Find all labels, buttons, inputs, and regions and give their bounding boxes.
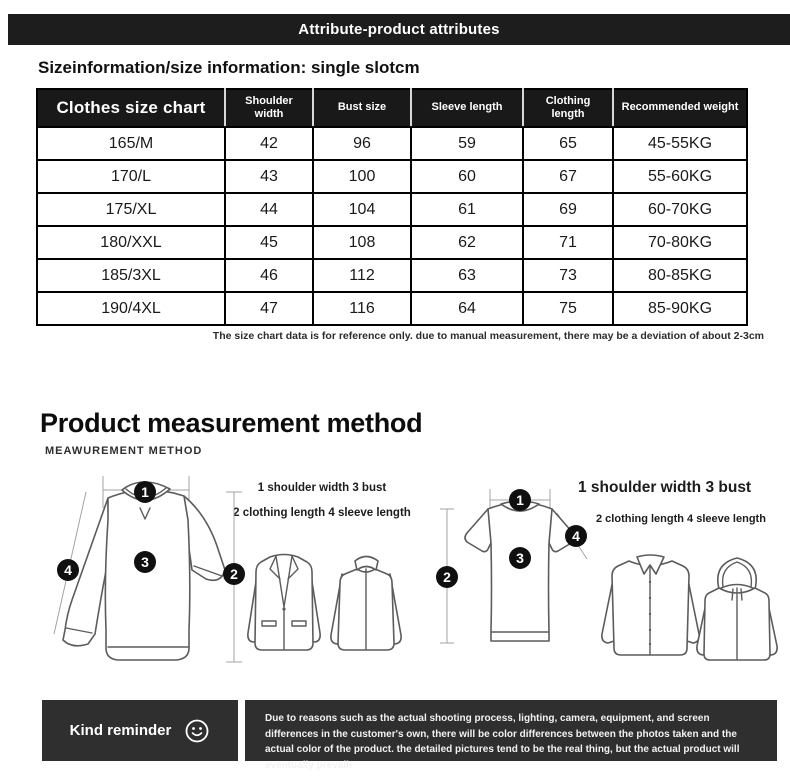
column-header-bust-size: Bust size xyxy=(313,89,411,127)
cell-size: 175/XL xyxy=(37,193,225,226)
shirt-illustration xyxy=(598,548,703,666)
cell-size: 170/L xyxy=(37,160,225,193)
sweatshirt-measurement-diagram xyxy=(45,462,245,680)
cell-length: 75 xyxy=(523,292,613,325)
cell-weight: 85-90KG xyxy=(613,292,747,325)
kind-reminder-label: Kind reminder xyxy=(69,722,172,739)
measurement-method-subtitle: MEAWUREMENT METHOD xyxy=(45,445,203,457)
marker-bust: 3 xyxy=(509,547,531,569)
cell-bust: 96 xyxy=(313,127,411,160)
cell-sleeve: 64 xyxy=(411,292,523,325)
cell-sleeve: 62 xyxy=(411,226,523,259)
attributes-header-title: Attribute-product attributes xyxy=(298,21,500,38)
cell-weight: 55-60KG xyxy=(613,160,747,193)
cell-shoulder: 43 xyxy=(225,160,313,193)
table-row xyxy=(37,226,747,259)
legend-left-shoulder-bust: 1 shoulder width 3 bust xyxy=(257,482,387,494)
marker-sleeve-length: 4 xyxy=(565,525,587,547)
column-header-shoulder-width: Shoulder width xyxy=(225,89,313,127)
color-disclaimer-text: Due to reasons such as the actual shooting process, lighting, camera, equipment, and screen differences in the customer's own, there will be color differences between the photos taken and the actual color of the product. the detailed pictures tend to be the real thing, but the actual product will eventually prevail! xyxy=(265,713,740,771)
size-info-heading: Sizeinformation/size information: single slotcm xyxy=(38,58,420,77)
tshirt-measurement-diagram xyxy=(430,473,600,658)
size-chart-note: The size chart data is for reference only. due to manual measurement, there may be a deviation of about 2-3cm xyxy=(212,330,764,342)
smiley-icon xyxy=(184,718,210,744)
color-disclaimer-box xyxy=(245,700,777,771)
shirt-figure xyxy=(598,548,703,666)
cell-shoulder: 45 xyxy=(225,226,313,259)
table-header-row xyxy=(37,89,747,127)
table-row xyxy=(37,292,747,325)
cell-length: 71 xyxy=(523,226,613,259)
cell-weight: 80-85KG xyxy=(613,259,747,292)
cell-length: 65 xyxy=(523,127,613,160)
column-header-clothing-length: Clothing length xyxy=(523,89,613,127)
cell-bust: 100 xyxy=(313,160,411,193)
cell-weight: 70-80KG xyxy=(613,226,747,259)
cell-shoulder: 47 xyxy=(225,292,313,325)
cell-sleeve: 59 xyxy=(411,127,523,160)
legend-left-length-sleeve: 2 clothing length 4 sleeve length xyxy=(233,507,411,519)
marker-bust: 3 xyxy=(134,551,156,573)
cell-sleeve: 61 xyxy=(411,193,523,226)
cell-shoulder: 46 xyxy=(225,259,313,292)
size-chart-table xyxy=(36,88,746,326)
cell-shoulder: 42 xyxy=(225,127,313,160)
cell-bust: 104 xyxy=(313,193,411,226)
cell-bust: 116 xyxy=(313,292,411,325)
cell-bust: 108 xyxy=(313,226,411,259)
cell-shoulder: 44 xyxy=(225,193,313,226)
column-header-recommended-weight: Recommended weight xyxy=(613,89,747,127)
blazer-illustration xyxy=(243,545,325,657)
marker-shoulder-width: 1 xyxy=(509,489,531,511)
jacket-illustration xyxy=(328,545,404,657)
cell-weight: 45-55KG xyxy=(613,127,747,160)
table-row xyxy=(37,160,747,193)
blazer-figure xyxy=(243,545,325,657)
cell-size: 185/3XL xyxy=(37,259,225,292)
cell-sleeve: 63 xyxy=(411,259,523,292)
attributes-header-bar xyxy=(8,14,790,45)
marker-clothing-length: 2 xyxy=(223,563,245,585)
hoodie-figure xyxy=(694,552,780,670)
legend-right-length-sleeve: 2 clothing length 4 sleeve length xyxy=(596,513,766,525)
table-corner-label: Clothes size chart xyxy=(37,89,225,127)
cell-size: 165/M xyxy=(37,127,225,160)
cell-weight: 60-70KG xyxy=(613,193,747,226)
table-row xyxy=(37,193,747,226)
column-header-sleeve-length: Sleeve length xyxy=(411,89,523,127)
kind-reminder-box xyxy=(42,700,238,761)
measurement-method-title: Product measurement method xyxy=(40,408,423,438)
jacket-figure xyxy=(328,545,404,657)
hoodie-illustration xyxy=(694,552,780,670)
cell-length: 73 xyxy=(523,259,613,292)
cell-size: 190/4XL xyxy=(37,292,225,325)
legend-right-shoulder-bust: 1 shoulder width 3 bust xyxy=(578,479,752,496)
marker-shoulder-width: 1 xyxy=(134,481,156,503)
cell-size: 180/XXL xyxy=(37,226,225,259)
marker-clothing-length: 2 xyxy=(436,566,458,588)
size-chart-grid xyxy=(36,88,748,326)
cell-sleeve: 60 xyxy=(411,160,523,193)
marker-sleeve-length: 4 xyxy=(57,559,79,581)
cell-bust: 112 xyxy=(313,259,411,292)
table-row xyxy=(37,127,747,160)
cell-length: 69 xyxy=(523,193,613,226)
cell-length: 67 xyxy=(523,160,613,193)
table-row xyxy=(37,259,747,292)
